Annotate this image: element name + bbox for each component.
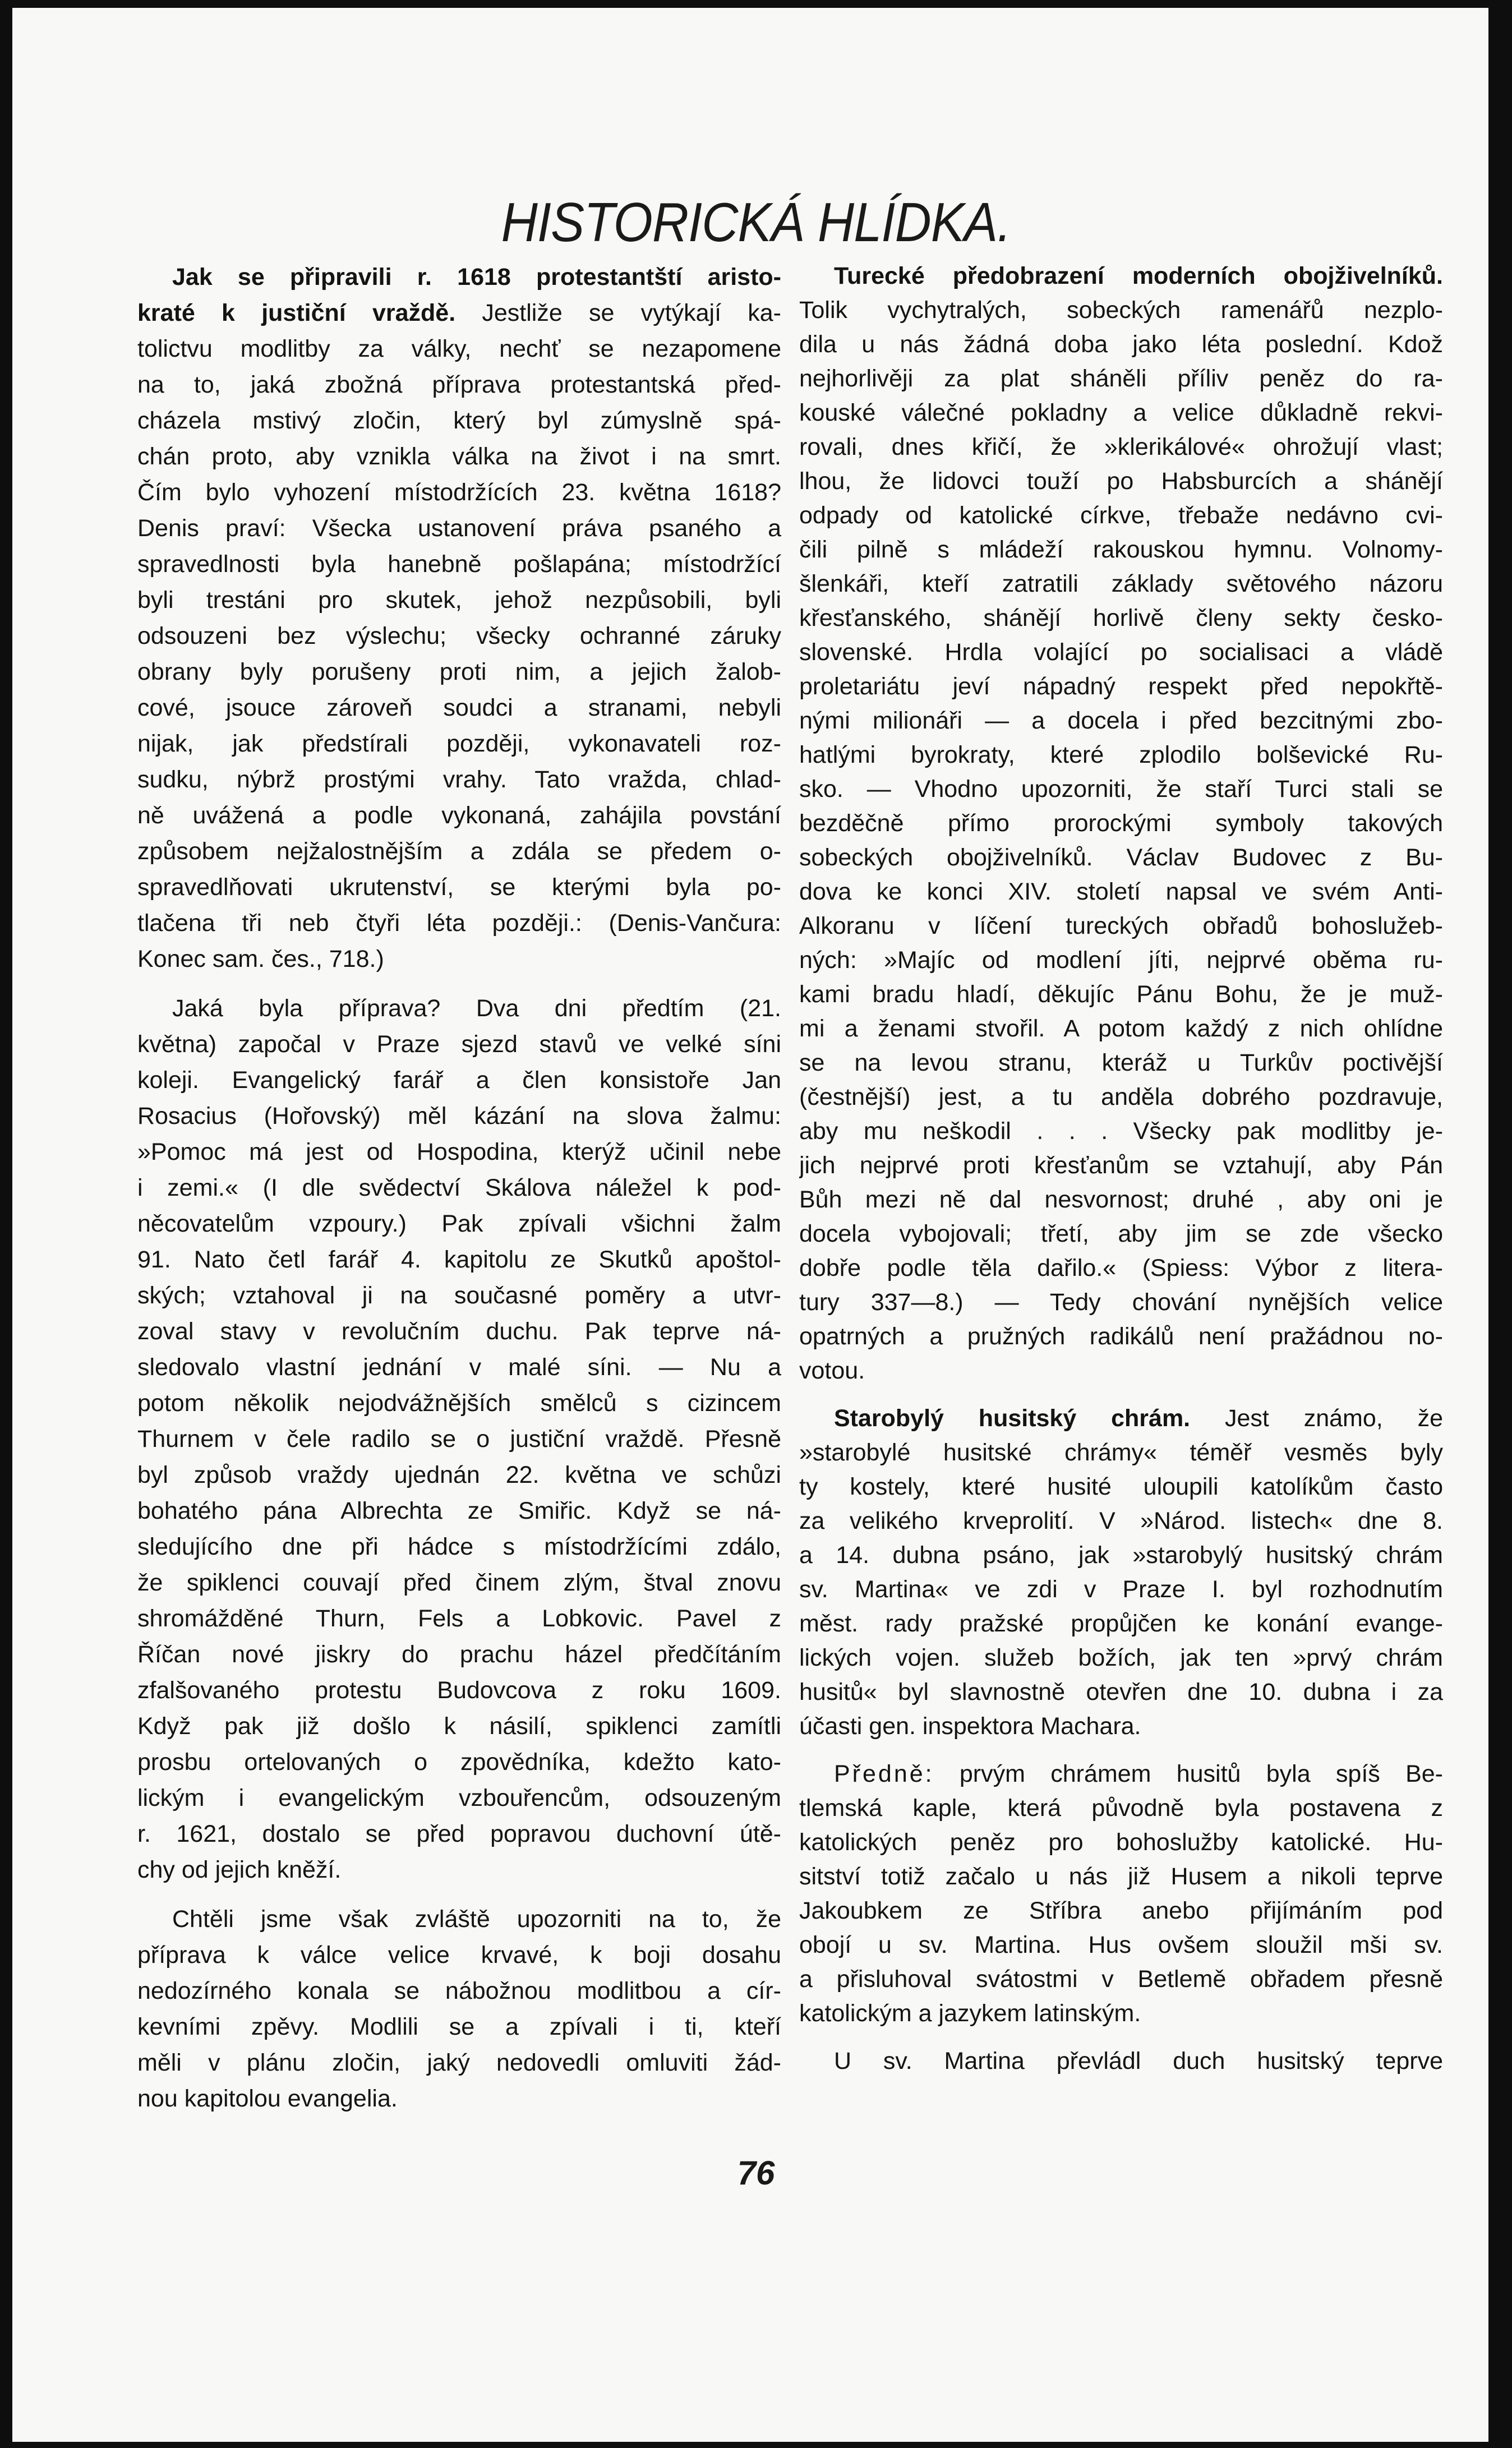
text-line: že spiklenci couvají před činem zlým, štval znovu [137,1569,781,1596]
text-line: čili pilně s mládeží rakouskou hymnu. Volnomy- [799,536,1443,563]
journal-title: HISTORICKÁ HLÍDKA. [501,191,1011,253]
text-line: spravedlnosti byla hanebně pošlapána; místodržící [137,551,781,578]
text-line: bohatého pána Albrechta ze Smiřic. Když se ná- [137,1497,781,1524]
text-line: tlemská kaple, která původně byla postavena z [799,1795,1443,1822]
text-line: chán proto, aby vznikla válka na život i na smrt. [137,443,781,470]
text-line: opatrných a pružných radikálů není pražádnou no- [799,1323,1443,1350]
text-line: se na levou stranu, kteráž u Turkův poctivější [799,1049,1443,1076]
text-line: na to, jaká zbožná příprava protestantská před- [137,371,781,398]
text-line: nedozírného konala se nábožnou modlitbou a cír- [137,1977,781,2004]
text-line [799,1402,1443,1436]
right-column [799,259,1443,2092]
text-line: ských; vztahoval ji na současné poměry a utvr- [137,1282,781,1309]
text-line: sobeckých obojživelníků. Václav Budovec z Bu- [799,844,1443,871]
text-line [137,259,781,295]
text-line: hatlými byrokraty, které zplodilo bolševické Ru- [799,741,1443,768]
text-line: r. 1621, dostalo se před popravou duchovní útě- [137,1820,781,1847]
text-line: sitství totiž začalo u nás již Husem a nikoli teprve [799,1863,1443,1890]
text-line: a přisluhoval svátostmi v Betlemě obřadem přesně [799,1966,1443,1993]
section-heading: kraté k justiční vraždě. [137,299,456,326]
text-line: tury 337—8.) — Tedy chování nynějších velice [799,1289,1443,1316]
paragraph [137,990,781,1888]
text-line: nými milionáři — a docela i před bezcitnými zbo- [799,707,1443,734]
text-line: tolictvu modlitby za války, nechť se nezapomene [137,335,781,362]
text-line: rovali, dnes křičí, že »klerikálové« ohrožují vlast; [799,434,1443,460]
text-line: proletariátu jeví nápadný respekt před nepokřtě- [799,673,1443,700]
text-line: lických vojen. služeb božích, jak ten »prvý chrám [799,1644,1443,1671]
text-line: a 14. dubna psáno, jak »starobylý husitský chrám [799,1542,1443,1569]
text-line: Jaká byla příprava? Dva dni předtím (21. [172,995,781,1022]
text-line: tlačena tři neb čtyři léta později.: (Denis-Vančura: [137,910,781,937]
text-line: dila u nás žádná doba jako léta poslední. Kdož [799,331,1443,358]
text-line: sledujícího dne při hádce s místodržícími zdálo, [137,1533,781,1560]
text-run: prvým chrámem husitů byla spíš Be- [934,1760,1443,1787]
text-run: Jest známo, že [1190,1405,1443,1432]
text-line: ně uvážená a podle vykonaná, zahájila povstání [137,802,781,829]
text-line: lhou, že lidovci touží po Habsburcích a shánějí [799,468,1443,495]
text-line: byli trestáni pro skutek, jehož nezpůsobili, byli [137,587,781,614]
paragraph [137,1901,781,2117]
text-line: dobře podle těla dařilo.« (Spiess: Výbor z litera- [799,1255,1443,1281]
text-line: koleji. Evangelický farář a člen konsistoře Jan [137,1067,781,1094]
text-line [137,295,781,331]
text-line: Říčan nové jiskry do prachu házel předčítáním [137,1641,781,1668]
text-line: způsobem nejžalostnějším a zdála se předem o- [137,838,781,865]
text-run: Jestliže se vytýkají ka- [455,299,781,326]
paragraph [799,259,1443,1388]
text-line: nou kapitolou evangelia. [137,2085,398,2112]
text-line: odsouzeni bez výslechu; všecky ochranné záruky [137,623,781,649]
text-line: sv. Martina« ve zdi v Praze I. byl rozhodnutím [799,1576,1443,1603]
text-line: Rosacius (Hořovský) měl kázání na slova žalmu: [137,1103,781,1130]
text-line: Jakoubkem ze Stříbra anebo přijímáním pod [799,1897,1443,1924]
text-line: kevními zpěvy. Modlili se a zpívali i ti, kteří [137,2013,781,2040]
text-line [799,259,1443,293]
text-line: Čím bylo vyhození místodržících 23. května 1618? [137,479,781,506]
text-line: Když pak již došlo k násilí, spiklenci zamítli [137,1713,781,1740]
text-line: Denis praví: Všecka ustanovení práva psaného a [137,515,781,542]
text-line: chy od jejich kněží. [137,1856,342,1883]
text-line: shromážděné Thurn, Fels a Lobkovic. Pavel z [137,1605,781,1632]
text-line: mi a ženami stvořil. A potom každý z nich ohlídne [799,1015,1443,1042]
text-line: Thurnem v čele radilo se o justiční vraždě. Přesně [137,1426,781,1453]
text-line: šlenkáři, kteří zatratili základy světového názoru [799,570,1443,597]
text-line: kami bradu hladí, děkujíc Pánu Bohu, že je muž- [799,981,1443,1008]
section-heading: Starobylý husitský chrám. [834,1405,1191,1432]
text-line: obrany byly porušeny proti nim, a jejich žalob- [137,658,781,685]
text-line: účasti gen. inspektora Machara. [799,1713,1141,1740]
text-line: U sv. Martina převládl duch husitský teprve [834,2048,1443,2074]
paragraph [799,1402,1443,1744]
text-line: Konec sam. čes., 718.) [137,946,384,972]
text-line: Alkoranu v líčení tureckých obřadů bohoslužeb- [799,912,1443,939]
text-line [799,1757,1443,1791]
text-line: votou. [799,1357,865,1384]
text-line: sledovalo vlastní jednání v malé síni. — Nu a [137,1354,781,1381]
text-line: »Pomoc má jest od Hospodina, kterýž učinil nebe [137,1138,781,1165]
text-line: »starobylé husitské chrámy« téměř vesměs byly [799,1439,1443,1466]
text-line: Bůh mezi ně dal nesvornost; druhé , aby oni je [799,1186,1443,1213]
text-line: května) započal v Praze sjezd stavů ve velké síni [137,1031,781,1058]
text-line: katolickým a jazykem latinským. [799,2000,1141,2027]
text-line: spravedlňovati ukrutenství, se kterými byla po- [137,874,781,901]
text-line: příprava k válce velice krvavé, k boji dosahu [137,1942,781,1968]
text-line: jich nejprvé proti křesťanům se vztahují, aby Pán [799,1152,1443,1179]
text-line: měli v plánu zločin, jaký nedovedli omluviti žád- [137,2049,781,2076]
text-line: husitů« byl slavnostně otevřen dne 10. dubna i za [799,1679,1443,1705]
paragraph [799,1757,1443,2031]
text-line: sko. — Vhodno upozorniti, že staří Turci stali se [799,776,1443,803]
text-line: ných: »Majíc od modlení jíti, nejprvé oběma ru- [799,947,1443,974]
text-line: i zemi.« (I dle svědectví Skálova náležel k pod- [137,1174,781,1201]
text-line: nejhorlivěji za plat sháněli příliv peněz do ra- [799,365,1443,392]
section-heading: Turecké předobrazení moderních obojživelníků. [834,262,1443,289]
text-line: za velikého krveprolití. V »Národ. listech« dne 8. [799,1507,1443,1534]
text-line: cházela mstivý zločin, který byl zúmyslně spá- [137,407,781,434]
text-line: aby mu neškodil . . . Všecky pak modlitby je- [799,1118,1443,1145]
text-line: bezděčně přímo prorockými symboly takových [799,810,1443,837]
text-line: katolických peněz pro bohoslužby katolické. Hu- [799,1829,1443,1856]
text-line: Tolik vychytralých, sobeckých ramenářů nezplo- [799,297,1443,324]
text-line: prosbu ortelovaných o zpovědníka, kdežto kato- [137,1749,781,1776]
text-line: cové, jsouce zároveň soudci a stranami, nebyli [137,694,781,721]
text-line: docela vybojovali; třetí, aby jim se zde všecko [799,1220,1443,1247]
paragraph [137,259,781,977]
text-line: něcovatelům vzpoury.) Pak zpívali všichni žalm [137,1210,781,1237]
text-line: zoval stavy v revolučním duchu. Pak teprve ná- [137,1318,781,1345]
text-line: měst. rady pražské propůjčen ke konání evange- [799,1610,1443,1637]
text-line: byl způsob vraždy ujednán 22. května ve schůzi [137,1462,781,1488]
text-line: slovenské. Hrdla volající po socialisaci a vládě [799,639,1443,666]
text-line: odpady od katolické církve, třebaže nedávno cvi- [799,502,1443,529]
text-line: (čestnější) jest, a tu anděla dobrého pozdravuje, [799,1084,1443,1110]
page-number: 76 [737,2154,775,2192]
emphasized-word: Předně: [834,1760,934,1787]
text-line: kouské válečné pokladny a velice důkladně rekvi- [799,399,1443,426]
text-line: Chtěli jsme však zvláště upozorniti na to, že [172,1906,781,1933]
text-line: lickým i evangelickým vzbouřencům, odsouzeným [137,1785,781,1811]
text-line: dova ke konci XIV. století napsal ve svém Anti- [799,878,1443,905]
text-line: křesťanského, shánějí horlivě členy sekty česko- [799,605,1443,631]
section-heading: Jak se připravili r. 1618 protestantští aristo- [172,264,781,291]
paragraph [799,2044,1443,2078]
text-line: ty kostely, které husité uloupili katolíkům často [799,1473,1443,1500]
text-line: obojí u sv. Martina. Hus ovšem sloužil mši sv. [799,1931,1443,1958]
left-column [137,259,781,2130]
text-line: sudku, nýbrž prostými vrahy. Tato vražda, chlad- [137,766,781,793]
text-line: zfalšovaného protestu Budovcova z roku 1609. [137,1677,781,1704]
text-line: nijak, jak předstírali později, vykonavateli roz- [137,730,781,757]
text-line: 91. Nato četl farář 4. kapitolu ze Skutků apoštol- [137,1246,781,1273]
text-line: potom několik nejodvážnějších smělců s cizincem [137,1390,781,1417]
